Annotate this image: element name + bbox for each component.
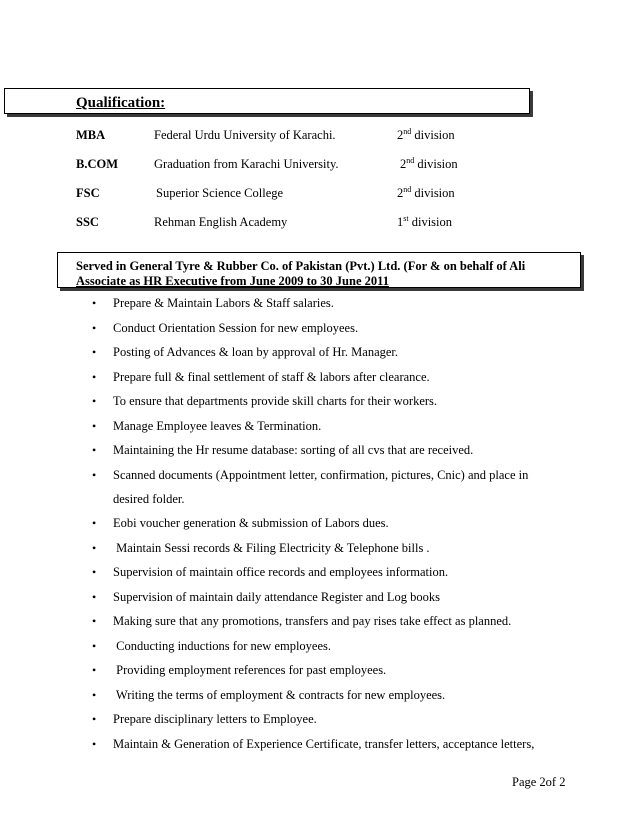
- degree-label: MBA: [76, 128, 106, 142]
- degree-label: B.COM: [76, 157, 119, 171]
- resume-page: Qualification: MBA Federal Urdu University of Karachi. 2nd division B.COM Graduation from Karachi University. 2nd division FSC Superior Science College 2nd division SSC Rehman English Academy 1st division Served in General Tyre & Rubber Co. of Pakistan (Pvt.) Ltd. (For & on behalf of Ali Associate as HR Executive from June 2009 to 30 June 2011 • Prepare & Maintain Labors & Staff salaries. • Conduct Orientation Session for new employees. • Posting of Advances & loan by approval of Hr. Manager. • Prepare full & final settlement of staff & labors after clearance. • To ensure that departments provide skill charts for their workers. • Manage Employee leaves & Termination. • Maintaining the Hr resume database: sorting of all cvs that are received. • Scanned documents (Appointment letter, confirmation, pictures, Cnic) and place in desired folder. • Eobi voucher generation & submission of Labors dues. • Maintain Sessi records & Filing Electricity & Telephone bills . • Supervision of maintain office records and employees information. • Supervision of maintain daily attendance Register and Log books • Making sure that any promotions, transfers and pay rises take effect as planned. • Conducting inductions for new employees. • Providing employment references for past employees. • Writing the terms of employment & contracts for new employees. • Prepare disciplinary letters to Employee. • Maintain & Generation of Experience Certificate, transfer letters, acceptance letters, Page 2of 2: [0, 0, 638, 826]
- bullet-icon: •: [92, 296, 97, 310]
- institution-name: Federal Urdu University of Karachi.: [154, 128, 336, 142]
- division-value: 2nd division: [400, 155, 458, 171]
- bullet-icon: •: [92, 565, 97, 579]
- page-number: Page 2of 2: [512, 775, 566, 789]
- list-item-continuation: desired folder.: [113, 491, 185, 506]
- bullet-icon: •: [92, 638, 97, 653]
- experience-heading-line2: Associate as HR Executive from June 2009 to 30 June 2011: [76, 274, 389, 288]
- bullet-icon: •: [92, 418, 97, 433]
- division-value: 2nd division: [397, 126, 455, 142]
- bullet-icon: •: [92, 540, 97, 555]
- qualification-heading: Qualification:: [76, 95, 166, 111]
- division-value: 1st division: [397, 213, 453, 229]
- bullet-icon: •: [92, 687, 97, 702]
- institution-name: Rehman English Academy: [154, 215, 288, 229]
- degree-label: FSC: [76, 186, 100, 200]
- bullet-icon: •: [92, 663, 97, 677]
- bullet-icon: •: [92, 589, 97, 604]
- bullet-icon: •: [92, 516, 97, 530]
- bullet-icon: •: [92, 467, 97, 482]
- experience-heading-line1: Served in General Tyre & Rubber Co. of Pakistan (Pvt.) Ltd. (For & on behalf of Ali: [76, 259, 526, 273]
- bullet-icon: •: [92, 345, 97, 359]
- division-value: 2nd division: [397, 184, 455, 200]
- bullet-icon: •: [92, 736, 97, 751]
- bullet-icon: •: [92, 614, 97, 628]
- bullet-icon: •: [92, 712, 97, 726]
- experience-heading: [76, 259, 566, 289]
- bullet-icon: •: [92, 369, 97, 384]
- bullet-icon: •: [92, 320, 97, 335]
- bullet-icon: •: [92, 443, 97, 457]
- bullet-icon: •: [92, 394, 97, 408]
- institution-name: Superior Science College: [156, 186, 284, 200]
- institution-name: Graduation from Karachi University.: [154, 157, 339, 171]
- degree-label: SSC: [76, 215, 99, 229]
